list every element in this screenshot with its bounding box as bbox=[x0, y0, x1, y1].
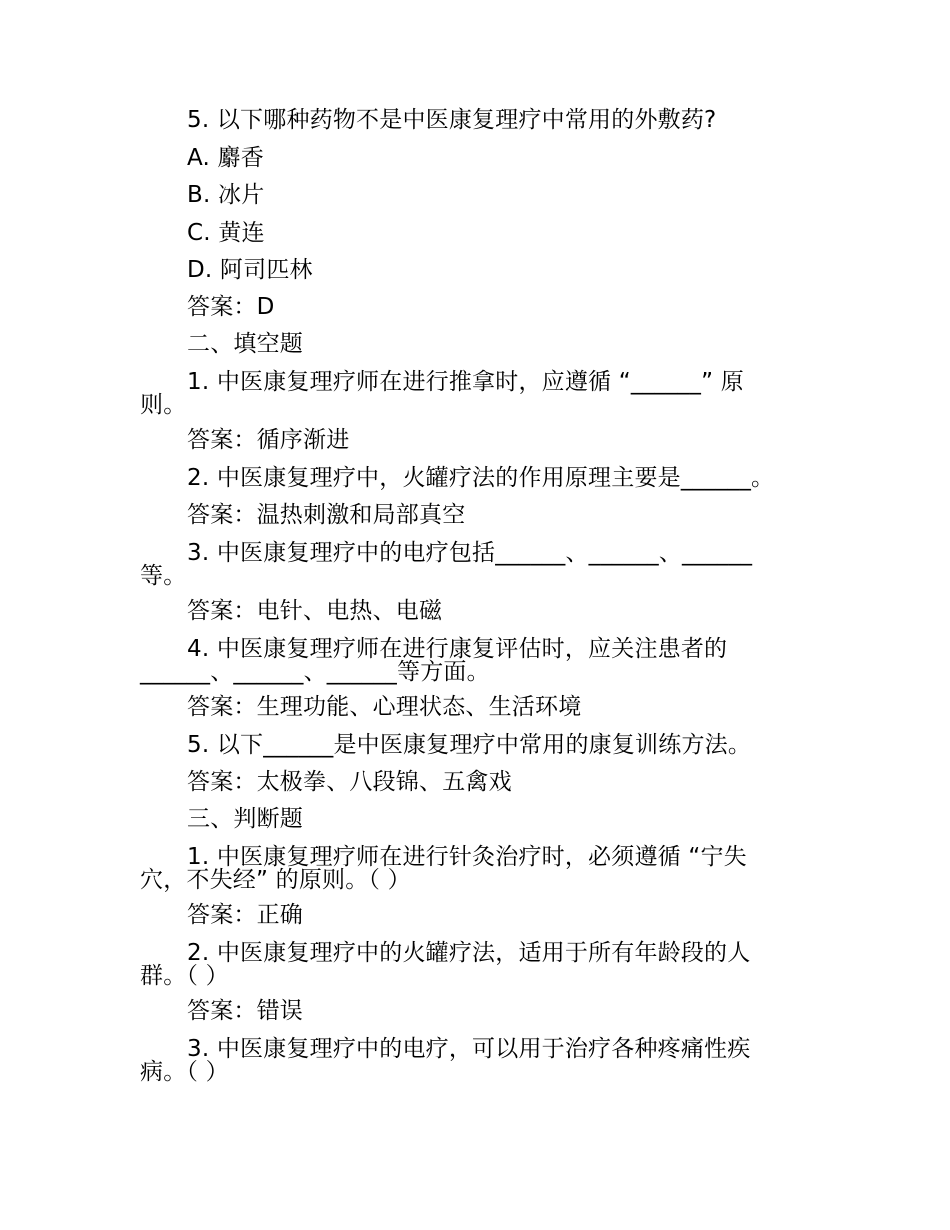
judge-q2-line2: 群。（ ） bbox=[140, 963, 229, 989]
fill-q5-answer: 答案：太极拳、八段锦、五禽戏 bbox=[187, 769, 512, 795]
judge-q3-line2: 病。（ ） bbox=[140, 1059, 229, 1085]
fill-q4-line2: ______、______、______等方面。 bbox=[140, 659, 490, 685]
fill-q4-line1: 4. 中医康复理疗师在进行康复评估时，应关注患者的 bbox=[187, 636, 728, 662]
judge-q1-line1: 1. 中医康复理疗师在进行针灸治疗时，必须遵循 “宁失 bbox=[187, 844, 747, 870]
fill-q3-line1: 3. 中医康复理疗中的电疗包括______、______、______ bbox=[187, 540, 753, 566]
fill-q5-line1: 5. 以下______是中医康复理疗中常用的康复训练方法。 bbox=[187, 732, 752, 758]
fill-heading: 二、填空题 bbox=[187, 331, 303, 357]
fill-q3-line2: 等。 bbox=[140, 563, 187, 589]
mcq-q5-option-b: B. 冰片 bbox=[187, 182, 265, 208]
fill-q2-answer: 答案：温热刺激和局部真空 bbox=[187, 502, 466, 528]
judge-q1-answer: 答案：正确 bbox=[187, 902, 303, 928]
mcq-q5-question: 5. 以下哪种药物不是中医康复理疗中常用的外敷药? bbox=[187, 107, 717, 133]
fill-q1-answer: 答案：循序渐进 bbox=[187, 427, 350, 453]
judge-q2-answer: 答案：错误 bbox=[187, 998, 303, 1024]
judge-q1-line2: 穴，不失经” 的原则。（ ） bbox=[140, 867, 411, 893]
judge-heading: 三、判断题 bbox=[187, 806, 303, 832]
fill-q4-answer: 答案：生理功能、心理状态、生活环境 bbox=[187, 694, 582, 720]
fill-q3-answer: 答案：电针、电热、电磁 bbox=[187, 598, 443, 624]
fill-q1-line2: 则。 bbox=[140, 392, 187, 418]
mcq-q5-option-d: D. 阿司匹林 bbox=[187, 257, 313, 283]
fill-q1-line1: 1. 中医康复理疗师在进行推拿时，应遵循 “______” 原 bbox=[187, 369, 744, 395]
mcq-q5-option-c: C. 黄连 bbox=[187, 220, 265, 246]
judge-q2-line1: 2. 中医康复理疗中的火罐疗法，适用于所有年龄段的人 bbox=[187, 940, 751, 966]
mcq-q5-option-a: A. 麝香 bbox=[187, 145, 264, 171]
fill-q2-line1: 2. 中医康复理疗中，火罐疗法的作用原理主要是______。 bbox=[187, 465, 775, 491]
judge-q3-line1: 3. 中医康复理疗中的电疗，可以用于治疗各种疼痛性疾 bbox=[187, 1036, 751, 1062]
mcq-q5-answer: 答案：D bbox=[187, 294, 275, 320]
